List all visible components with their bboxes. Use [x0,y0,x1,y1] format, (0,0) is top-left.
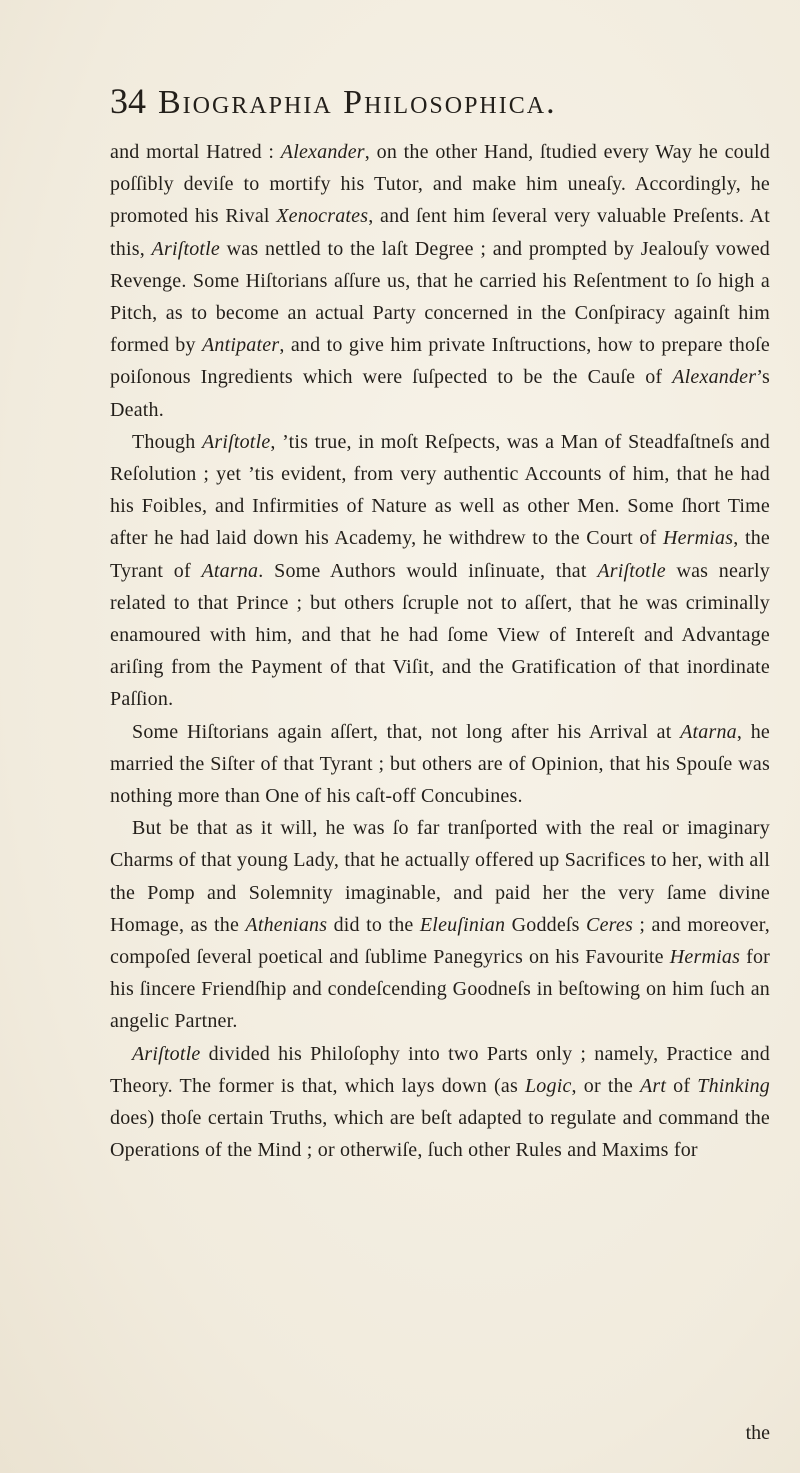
book-page [110,0,770,1473]
italic-name: Thinking [697,1074,770,1097]
catchword: the [745,1422,770,1444]
text-run: for his ſincere Friendſhip and condeſcending Goodneſs in beſtowing on him ſuch an angelic Partner. [110,946,771,1033]
italic-name: Alexander [672,366,757,389]
text-run: But be that as it will, he was ſo far tranſported with the real or imaginary Charms of that young Lady, that he actually offered up Sacrifices to her, with all the Pomp and Solemnity imaginable, and paid her the very ſame divine Homage, as the [110,817,770,936]
text-run: of [666,1074,698,1097]
italic-name: Hermias [669,946,741,969]
italic-name: Alexander [280,141,365,163]
italic-name: Ariſtotle [201,430,271,453]
text-run: did to the [327,913,420,936]
text-run: , ’tis true, in moſt Reſpects, was a Man of Steadfaſtneſs and Reſolution ; yet ’tis evident, from very authentic Accounts of him, that he had his Foibles, and Infirmities of Nature as well as other Men. Some ſhort Time after he had laid down his Academy, he withdrew to the Court of [110,430,770,550]
text-run: Some Hiſtorians again aſſert, that, not long after his Arrival at [132,720,681,743]
italic-name: Atarna [680,720,737,743]
text-run: . Some Authors would inſinuate, that [258,559,598,582]
paragraph [110,812,770,1037]
text-run: Goddeſs [505,913,587,936]
running-title: Biographia Philosophica. [158,84,557,121]
paragraph [110,426,770,716]
italic-name: Eleuſinian [419,913,506,936]
paragraph [110,136,770,426]
italic-name: Ariſtotle [132,1042,201,1065]
italic-name: Athenians [245,913,328,936]
page-header [110,80,770,130]
text-run: was nettled to the laſt Degree ; and prompted by Jealouſy vowed Revenge. Some Hiſtorians aſſure us, that he carried his Reſentment to ſo high a Pitch, as to become an actual Party concerned in the Conſpiracy againſt him formed by [110,237,770,357]
paragraph [110,716,770,813]
body-text [110,136,770,1167]
text-run: ’s Death. [110,366,770,421]
text-run: , on the other Hand, ſtudied every Way he could poſſibly deviſe to mortify his Tutor, and make him uneaſy. Accordingly, he promoted his Rival [110,141,771,228]
page-number: 34 [110,81,146,121]
italic-name: Antipater [201,334,280,357]
italic-name: Art [639,1074,667,1097]
italic-name: Ceres [586,913,633,936]
italic-name: Ariſtotle [597,559,666,582]
text-run: , and to give him private Inſtructions, how to prepare thoſe poiſonous Ingredients which were ſuſpected to be the Cauſe of [110,334,770,389]
text-run: was nearly related to that Prince ; but others ſcruple not to aſſert, that he was criminally enamoured with him, and that he had ſome View of Intereſt and Advantage ariſing from the Payment of that Viſit, and the Gratification of that inordinate Paſſion. [110,559,770,711]
text-run: Though [132,430,202,453]
text-run: ; and moreover, compoſed ſeveral poetical and ſublime Panegyrics on his Favourite [110,913,770,969]
text-run: does) thoſe certain Truths, which are beſt adapted to regulate and command the Operations of the Mind ; or otherwiſe, ſuch other Rules and Maxims for [110,1107,770,1162]
italic-name: Atarna [201,559,259,582]
text-run: and mortal Hatred : [110,141,281,163]
italic-name: Logic [524,1074,572,1097]
italic-name: Hermias [662,527,734,550]
text-run: , and ſent him ſeveral very valuable Preſents. At this, [110,205,771,260]
italic-name: Ariſtotle [151,237,221,260]
text-run: divided his Philoſophy into two Parts only ; namely, Practice and Theory. The former is that, which lays down (as [110,1042,770,1097]
paragraph [110,1038,770,1167]
text-run: , or the [571,1074,640,1097]
italic-name: Xenocrates [276,205,369,228]
text-run: , the Tyrant of [110,527,771,582]
text-run: , he married the Siſter of that Tyrant ; but others are of Opinion, that his Spouſe was nothing more than One of his caſt-off Concubines. [110,720,770,808]
